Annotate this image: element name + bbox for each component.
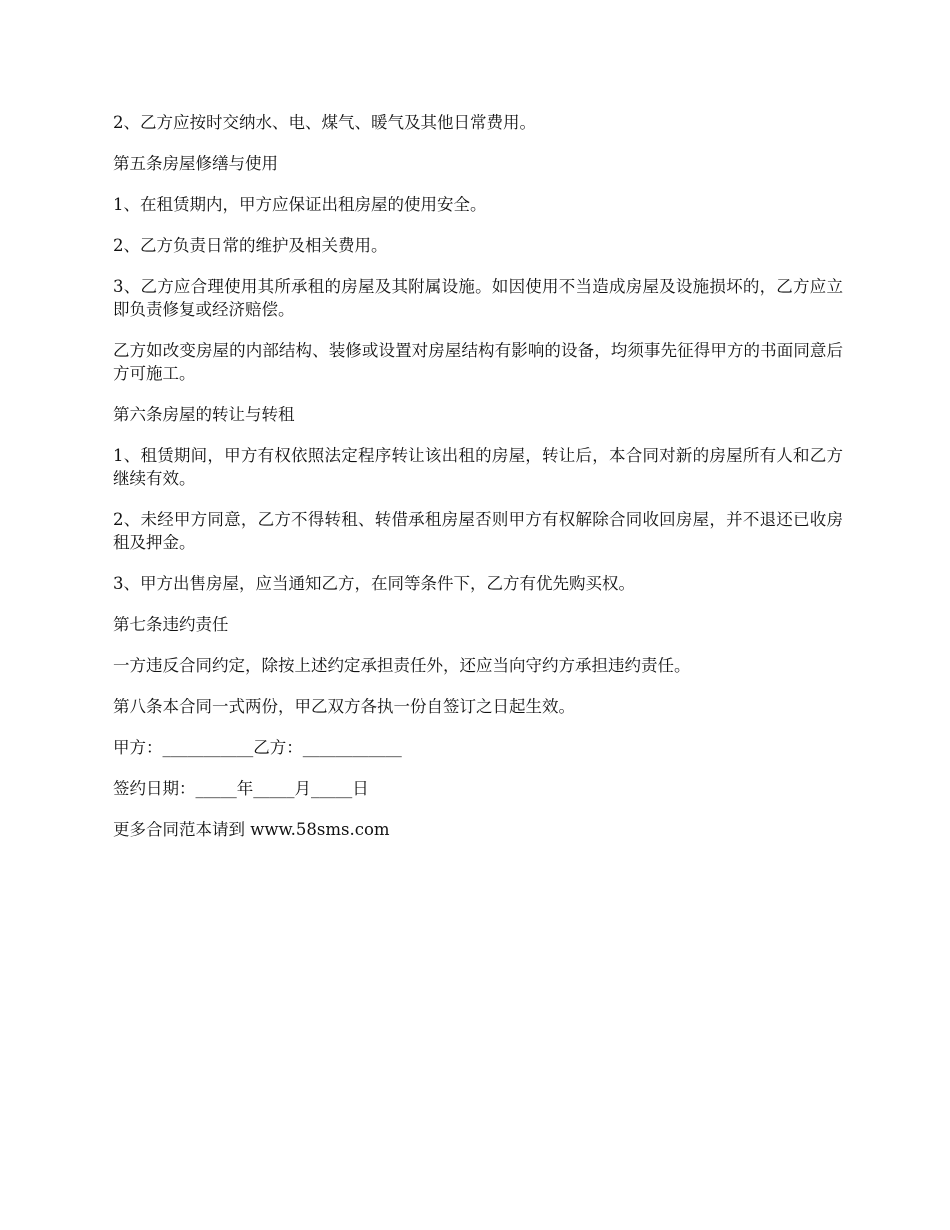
signing-date-line: 签约日期：_____年_____月_____日 [113,779,369,798]
clause-5-structure-change: 乙方如改变房屋的内部结构、装修或设置对房屋结构有影响的设备，均须事先征得甲方的书面同意后方可施工。 [113,341,843,383]
clause-6-2: 2、未经甲方同意，乙方不得转租、转借承租房屋否则甲方有权解除合同收回房屋，并不退还已收房租及押金。 [113,510,843,552]
clause-5-2: 2、乙方负责日常的维护及相关费用。 [113,236,388,255]
clause-5-1: 1、在租赁期内，甲方应保证出租房屋的使用安全。 [113,195,487,214]
clause-7-1: 一方违反合同约定，除按上述约定承担责任外，还应当向守约方承担违约责任。 [113,656,691,675]
clause-5-3: 3、乙方应合理使用其所承租的房屋及其附属设施。如因使用不当造成房屋及设施损坏的，乙方应立即负责修复或经济赔偿。 [113,277,843,319]
article-6-heading: 第六条房屋的转让与转租 [113,405,295,424]
document-body [113,111,843,859]
article-8: 第八条本合同一式两份，甲乙双方各执一份自签订之日起生效。 [113,697,575,716]
clause-6-3: 3、甲方出售房屋，应当通知乙方，在同等条件下，乙方有优先购买权。 [113,574,635,593]
article-5-heading: 第五条房屋修缮与使用 [113,154,278,173]
article-7-heading: 第七条违约责任 [113,615,229,634]
clause-6-1: 1、租赁期间，甲方有权依照法定程序转让该出租的房屋，转让后，本合同对新的房屋所有人和乙方继续有效。 [113,446,843,488]
clause-utilities-payment: 2、乙方应按时交纳水、电、煤气、暖气及其他日常费用。 [113,113,536,132]
footer-more-templates: 更多合同范本请到 www.58sms.com [113,820,390,839]
signature-parties-line: 甲方：___________乙方：____________ [113,738,402,757]
